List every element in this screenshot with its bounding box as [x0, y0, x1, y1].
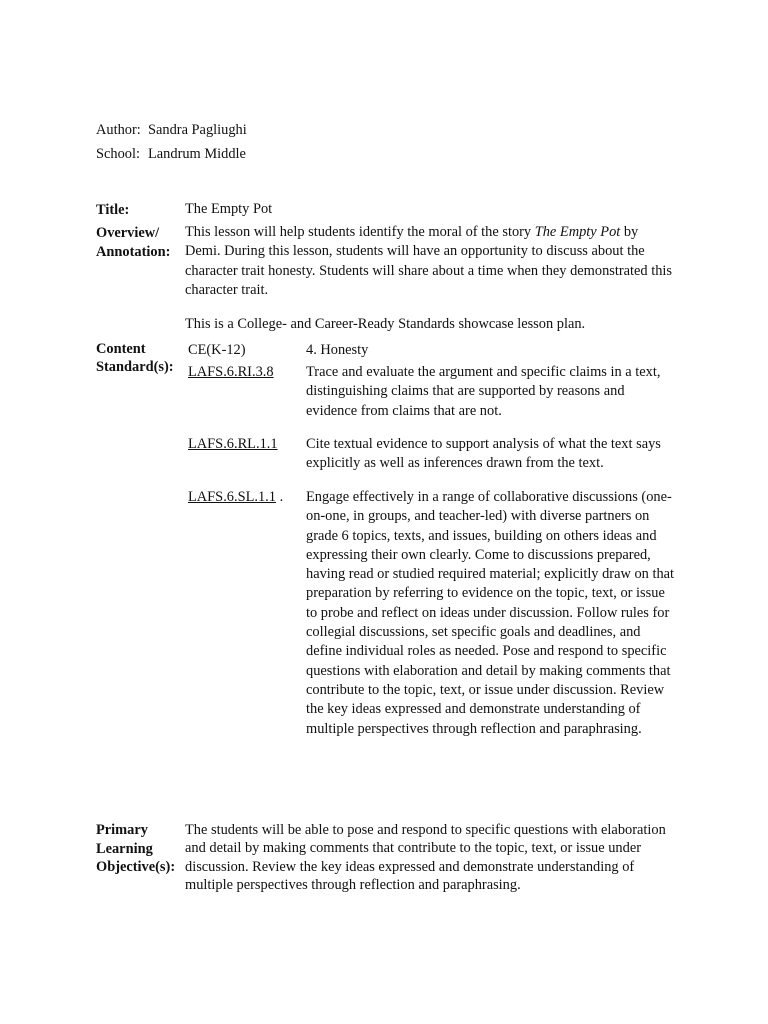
author-name: Sandra Pagliughi: [148, 122, 247, 138]
title-label: Title:: [96, 202, 130, 218]
objective-label-line3: Objective(s):: [96, 859, 176, 875]
standards-label-line1: Content: [96, 341, 146, 357]
standard-description: Engage effectively in a range of collaborative discussions (one-on-one, in groups, and teacher-led) with diverse partners on grade 6 topics, texts, and issues, building on others ideas and expressing their own clearly. Come to discussions prepared, having read or studied required material; explicitly draw on that preparation by referring to evidence on the topic, text, or issue to probe and reflect on ideas under discussion. Follow rules for collegial discussions, set specific goals and deadlines, and define individual roles as needed. Pose and respond to specific questions with elaboration and detail by making comments that contribute to the topic, text, or issue under discussion. Review the key ideas expressed and demonstrate understanding of multiple perspectives through reflection and paraphrasing.: [306, 489, 675, 737]
objective-text: The students will be able to pose and respond to specific questions with elaboration and detail by making comments that contribute to the topic, text, or issue under discussion. Review the key ideas expressed and demonstrate understanding of multiple perspectives through reflection and paraphrasing.: [185, 822, 666, 894]
standard-code-link[interactable]: LAFS.6.RL.1.1: [188, 436, 278, 452]
overview-book-title: The Empty Pot: [534, 224, 621, 240]
lesson-title: The Empty Pot: [185, 201, 273, 217]
standard-code-link[interactable]: LAFS.6.SL.1.1: [188, 489, 276, 505]
standard-code: CE(K-12): [188, 342, 246, 358]
school-label: School:: [96, 146, 140, 162]
objective-label-line1: Primary: [96, 822, 148, 838]
standard-code-row: [188, 488, 283, 507]
standard-description: 4. Honesty: [306, 342, 369, 358]
standards-label-line2: Standard(s):: [96, 359, 174, 375]
showcase-note: This is a College- and Career-Ready Standards showcase lesson plan.: [185, 316, 586, 332]
overview-label-line2: Annotation:: [96, 244, 171, 260]
overview-text: [185, 223, 675, 300]
objective-label-line2: Learning: [96, 841, 153, 857]
overview-label-line1: Overview/: [96, 225, 160, 241]
standard-description: Cite textual evidence to support analysis of what the text says explicitly as well as inferences drawn from the text.: [306, 436, 661, 472]
overview-text-part2: by Demi. During this lesson, students will have an opportunity to discuss about the character trait honesty. Students will share about a time when they demonstrated this character trait.: [185, 224, 673, 298]
standard-code-link[interactable]: LAFS.6.RI.3.8: [188, 364, 274, 380]
school-name: Landrum Middle: [148, 146, 246, 162]
author-label: Author:: [96, 122, 141, 138]
standard-description: Trace and evaluate the argument and specific claims in a text, distinguishing claims that are supported by reasons and evidence from claims that are not.: [306, 364, 661, 419]
standard-code-suffix: .: [275, 489, 284, 505]
overview-text-part1: This lesson will help students identify the moral of the story: [185, 224, 535, 240]
